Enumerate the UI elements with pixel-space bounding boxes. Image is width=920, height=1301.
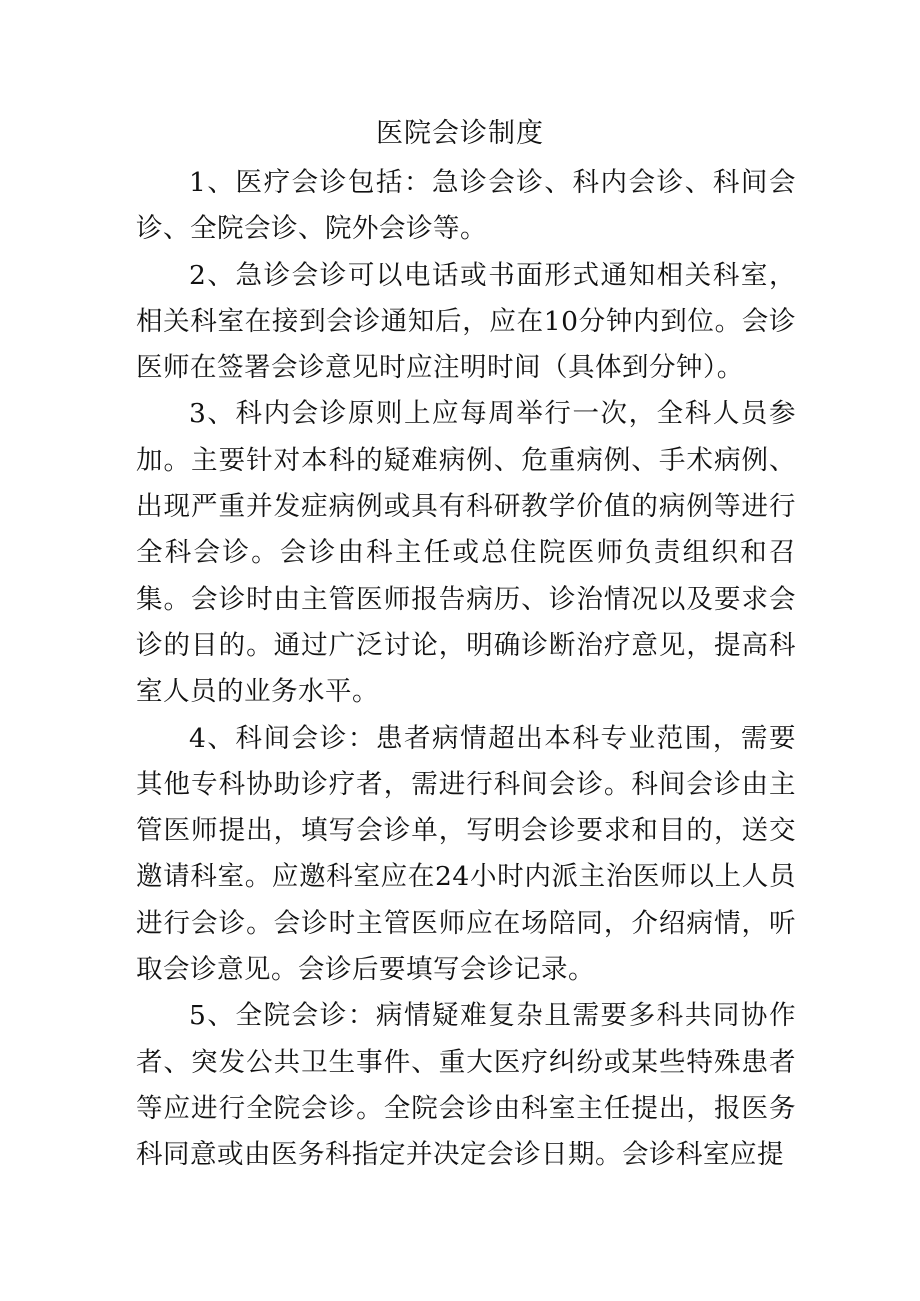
- paragraph-4: 4、科间会诊：患者病情超出本科专业范围，需要其他专科协助诊疗者，需进行科间会诊。科间会诊由主管医师提出，填写会诊单，写明会诊要求和目的，送交邀请科室。应邀科室应在24小时内派主治医师以上人员进行会诊。会诊时主管医师应在场陪同，介绍病情，听取会诊意见。会诊后要填写会诊记录。: [136, 722, 796, 986]
- document-body: [136, 160, 796, 1179]
- paragraph-3: 3、科内会诊原则上应每周举行一次，全科人员参加。主要针对本科的疑难病例、危重病例、手术病例、出现严重并发症病例或具有科研教学价值的病例等进行全科会诊。会诊由科主任或总住院医师负责组织和召集。会诊时由主管医师报告病历、诊治情况以及要求会诊的目的。通过广泛讨论，明确诊断治疗意见，提高科室人员的业务水平。: [136, 398, 796, 708]
- paragraph-1: 1、医疗会诊包括：急诊会诊、科内会诊、科间会诊、全院会诊、院外会诊等。: [136, 167, 796, 245]
- paragraph-2: 2、急诊会诊可以电话或书面形式通知相关科室，相关科室在接到会诊通知后，应在10分钟内到位。会诊医师在签署会诊意见时应注明时间（具体到分钟）。: [136, 259, 796, 384]
- paragraph-5: 5、全院会诊：病情疑难复杂且需要多科共同协作者、突发公共卫生事件、重大医疗纠纷或某些特殊患者等应进行全院会诊。全院会诊由科室主任提出，报医务科同意或由医务科指定并决定会诊日期。会诊科室应提: [136, 1000, 796, 1171]
- document-title: 医院会诊制度: [376, 118, 544, 149]
